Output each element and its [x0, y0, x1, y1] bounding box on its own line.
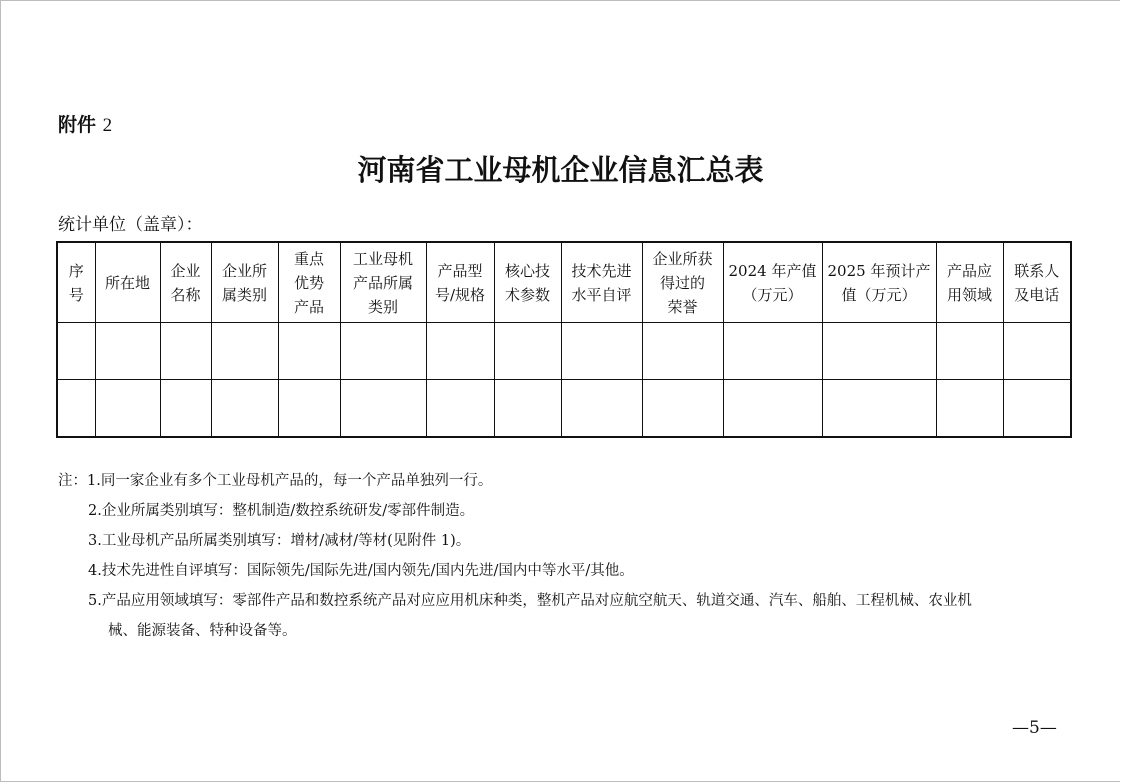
column-header-text: 核心技: [504, 261, 550, 280]
column-header-text: 荣誉: [667, 297, 698, 316]
column-header-text: 重点: [293, 249, 324, 268]
column-header-text: 类别: [367, 297, 398, 316]
notes-section: [58, 466, 1070, 646]
stat-unit-label: 统计单位（盖章）：: [58, 215, 203, 235]
table-cell[interactable]: [642, 380, 723, 438]
column-header-text: 2025 年预计产: [827, 261, 931, 280]
table-cell[interactable]: [278, 380, 340, 438]
column-header-text: 用领域: [946, 285, 992, 304]
table-cell[interactable]: [642, 323, 723, 380]
note-item: 5.产品应用领域填写：零部件产品和数控系统产品对应应用机床种类，整机产品对应航空航天、轨道交通、汽车、船舶、工程机械、农业机: [88, 593, 972, 609]
column-header: [57, 242, 95, 323]
column-header: [723, 242, 822, 323]
column-header-text: 优势: [293, 273, 324, 292]
attachment-text: 附件: [58, 114, 97, 136]
column-header: [160, 242, 211, 323]
table-cell[interactable]: [426, 380, 494, 438]
column-header: [561, 242, 642, 323]
attachment-label: [58, 110, 112, 137]
table-row: [57, 323, 1071, 380]
note-item: 1.同一家企业有多个工业母机产品的，每一个产品单独列一行。: [87, 473, 493, 489]
table-cell[interactable]: [723, 380, 822, 438]
table-cell[interactable]: [936, 380, 1003, 438]
column-header-text: 号: [68, 285, 84, 304]
table-cell[interactable]: [426, 323, 494, 380]
column-header: [211, 242, 278, 323]
table-cell[interactable]: [95, 380, 160, 438]
note-item: 4.技术先进性自评填写：国际领先/国际先进/国内领先/国内先进/国内中等水平/其他。: [88, 563, 634, 579]
table-body: [57, 323, 1071, 438]
page-number: —5—: [1012, 718, 1057, 738]
note-line-3: [58, 526, 1070, 556]
table-cell[interactable]: [561, 380, 642, 438]
note-continuation: 械、能源装备、特种设备等。: [108, 623, 297, 639]
table-cell[interactable]: [561, 323, 642, 380]
table-cell[interactable]: [494, 323, 561, 380]
column-header-text: 得过的: [659, 273, 705, 292]
column-header-text: 企业所获: [652, 249, 713, 268]
column-header: [278, 242, 340, 323]
column-header: [822, 242, 936, 323]
column-header-text: （万元）: [742, 285, 803, 304]
note-item: 2.企业所属类别填写：整机制造/数控系统研发/零部件制造。: [88, 503, 475, 519]
column-header-text: 工业母机: [352, 249, 413, 268]
note-line-2: [58, 496, 1070, 526]
note-item: 3.工业母机产品所属类别填写：增材/减材/等材(见附件 1)。: [88, 533, 471, 549]
column-header: [936, 242, 1003, 323]
table-cell[interactable]: [160, 323, 211, 380]
table-row: [57, 380, 1071, 438]
column-header-text: 术参数: [504, 285, 550, 304]
column-header: [494, 242, 561, 323]
column-header: [340, 242, 426, 323]
column-header-text: 产品型: [437, 261, 483, 280]
note-line-1: [58, 466, 1070, 496]
table-cell[interactable]: [822, 323, 936, 380]
column-header-text: 属类别: [221, 285, 267, 304]
table-cell[interactable]: [936, 323, 1003, 380]
column-header-text: 值（万元）: [841, 285, 917, 304]
table-cell[interactable]: [723, 323, 822, 380]
info-table: [56, 241, 1072, 438]
column-header-text: 企业所: [221, 261, 267, 280]
document-title: 河南省工业母机企业信息汇总表: [357, 153, 764, 187]
table-cell[interactable]: [340, 323, 426, 380]
table-cell[interactable]: [494, 380, 561, 438]
column-header-text: 产品: [293, 297, 324, 316]
column-header-text: 水平自评: [571, 285, 632, 304]
column-header-text: 产品所属: [352, 273, 413, 292]
note-line-5: [58, 586, 1070, 616]
column-header: [642, 242, 723, 323]
column-header-text: 及电话: [1014, 285, 1060, 304]
table-header-row: [57, 242, 1071, 323]
column-header-text: 技术先进: [571, 261, 632, 280]
column-header-text: 2024 年产值: [728, 261, 817, 280]
column-header: [426, 242, 494, 323]
column-header-text: 序: [68, 261, 84, 280]
column-header-text: 所在地: [104, 273, 150, 292]
column-header-text: 号/规格: [434, 285, 486, 304]
table-cell[interactable]: [95, 323, 160, 380]
table-cell[interactable]: [211, 323, 278, 380]
attachment-number: 2: [102, 115, 113, 136]
column-header: [1003, 242, 1071, 323]
table-cell[interactable]: [1003, 380, 1071, 438]
table-cell[interactable]: [57, 323, 95, 380]
table-cell[interactable]: [340, 380, 426, 438]
table-cell[interactable]: [160, 380, 211, 438]
notes-prefix: 注：: [58, 473, 87, 489]
table-cell[interactable]: [1003, 323, 1071, 380]
table-cell[interactable]: [822, 380, 936, 438]
column-header-text: 企业: [170, 261, 201, 280]
table-cell[interactable]: [278, 323, 340, 380]
column-header-text: 联系人: [1014, 261, 1060, 280]
table-cell[interactable]: [57, 380, 95, 438]
column-header-text: 名称: [170, 285, 201, 304]
table-cell[interactable]: [211, 380, 278, 438]
note-line-4: [58, 556, 1070, 586]
column-header-text: 产品应: [946, 261, 992, 280]
column-header: [95, 242, 160, 323]
